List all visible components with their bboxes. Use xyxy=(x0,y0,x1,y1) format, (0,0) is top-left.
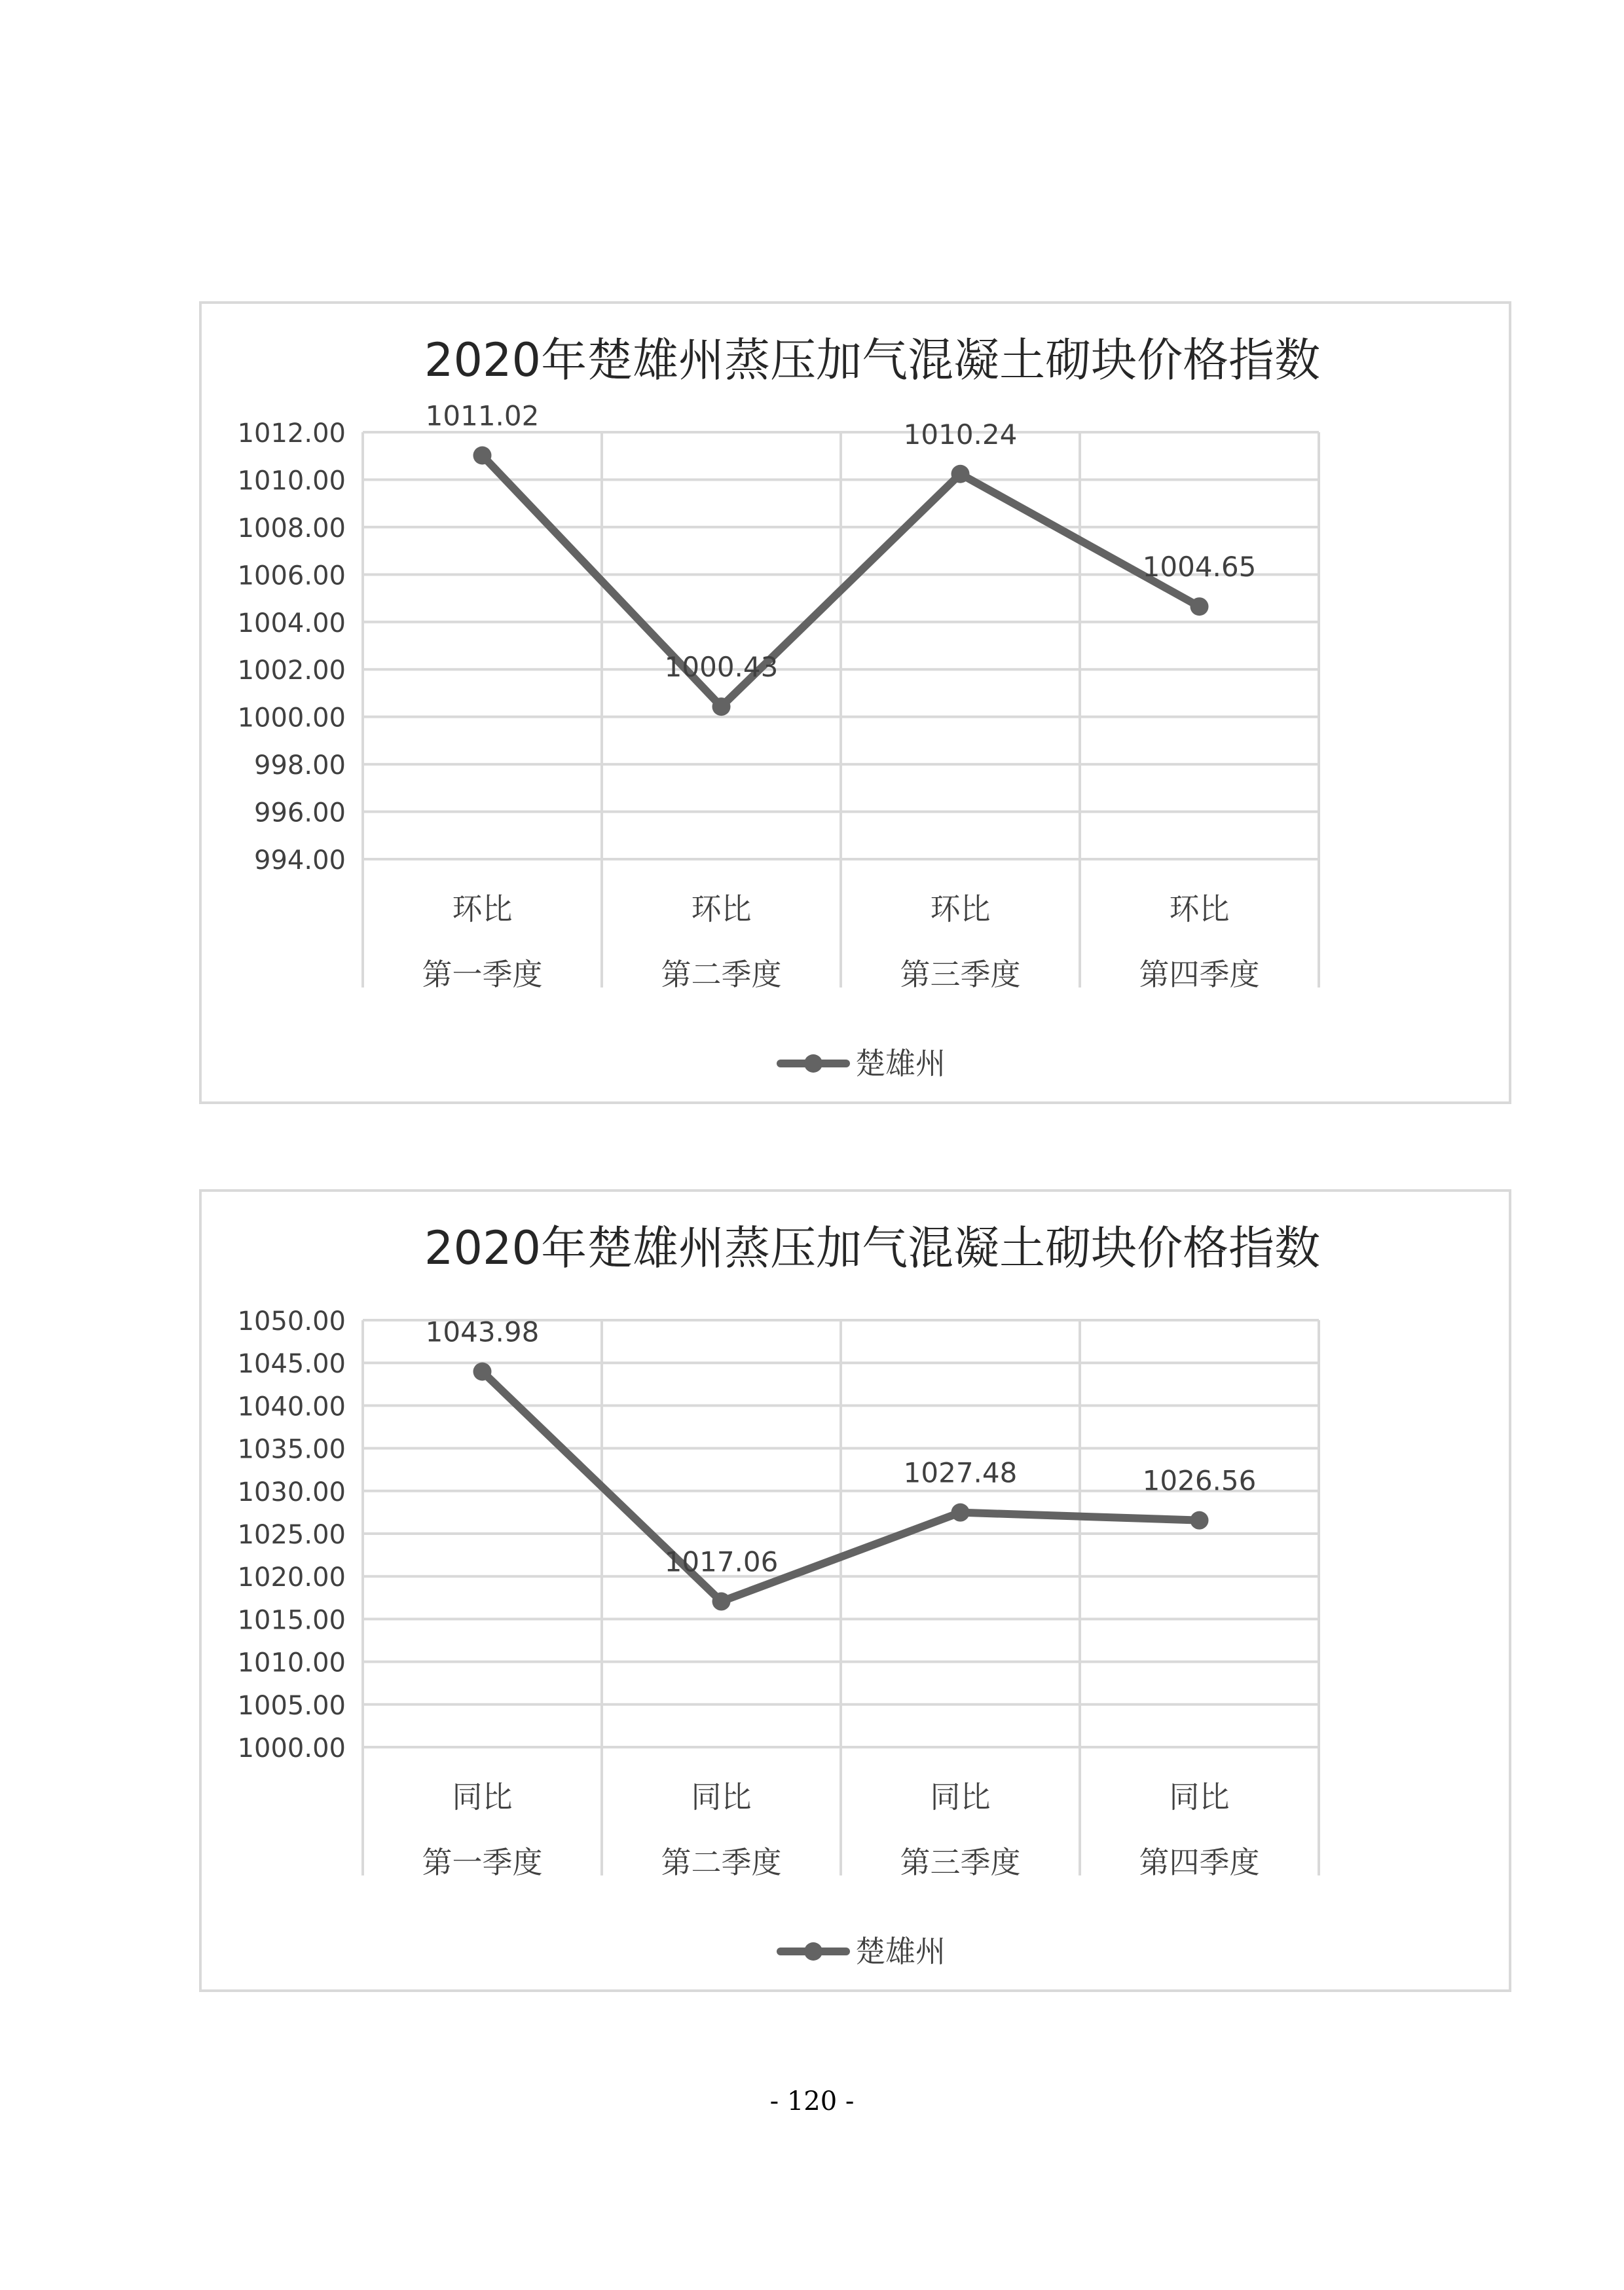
y-tick-label: 1010.00 xyxy=(237,466,346,496)
y-tick-label: 1035.00 xyxy=(237,1434,346,1465)
y-tick-label: 1010.00 xyxy=(237,1648,346,1678)
x-tick-label-type: 环比 xyxy=(691,891,752,927)
y-tick-label: 1025.00 xyxy=(237,1520,346,1550)
x-tick-label-type: 环比 xyxy=(1169,891,1230,927)
x-tick-label-type: 同比 xyxy=(691,1779,752,1815)
y-tick-label: 1004.00 xyxy=(237,608,346,638)
y-tick-label: 1005.00 xyxy=(237,1690,346,1721)
y-tick-label: 996.00 xyxy=(254,798,346,828)
x-tick-label-type: 同比 xyxy=(1169,1779,1230,1815)
chart-title: 2020年楚雄州蒸压加气混凝土砌块价格指数 xyxy=(424,1221,1321,1275)
x-tick-label-quarter: 第一季度 xyxy=(422,957,543,992)
data-point xyxy=(473,446,492,464)
data-label: 1027.48 xyxy=(903,1456,1018,1489)
data-point xyxy=(951,465,970,483)
x-tick-label-quarter: 第一季度 xyxy=(422,1845,543,1880)
x-tick-label-quarter: 第三季度 xyxy=(900,1845,1021,1880)
legend-marker-icon xyxy=(804,1054,822,1073)
x-tick-label-type: 环比 xyxy=(930,891,991,927)
data-label: 1000.43 xyxy=(664,651,779,684)
y-tick-label: 1000.00 xyxy=(237,1733,346,1764)
data-point xyxy=(1190,1511,1209,1530)
data-label: 1026.56 xyxy=(1142,1464,1257,1497)
legend-label: 楚雄州 xyxy=(855,1046,946,1081)
data-label: 1011.02 xyxy=(425,399,540,432)
data-point xyxy=(951,1504,970,1522)
y-tick-label: 1000.00 xyxy=(237,703,346,733)
x-tick-label-type: 环比 xyxy=(452,891,513,927)
chart-tongbi-svg xyxy=(202,1192,1509,1989)
data-label: 1043.98 xyxy=(425,1316,540,1348)
x-tick-label-quarter: 第四季度 xyxy=(1139,1845,1260,1880)
data-point xyxy=(473,1363,492,1381)
data-point xyxy=(1190,597,1209,616)
data-point xyxy=(712,697,731,716)
chart-huanbi xyxy=(199,301,1511,1104)
y-tick-label: 1008.00 xyxy=(237,513,346,544)
chart-huanbi-svg xyxy=(202,304,1509,1101)
legend-label: 楚雄州 xyxy=(855,1934,946,1969)
x-tick-label-quarter: 第三季度 xyxy=(900,957,1021,992)
y-tick-label: 1050.00 xyxy=(237,1306,346,1337)
x-tick-label-quarter: 第二季度 xyxy=(661,957,782,992)
y-tick-label: 1006.00 xyxy=(237,561,346,591)
data-label: 1004.65 xyxy=(1142,551,1257,583)
y-tick-label: 1012.00 xyxy=(237,418,346,449)
chart-tongbi xyxy=(199,1189,1511,1992)
y-tick-label: 1020.00 xyxy=(237,1562,346,1593)
y-tick-label: 998.00 xyxy=(254,750,346,781)
chart-title: 2020年楚雄州蒸压加气混凝土砌块价格指数 xyxy=(424,333,1321,387)
legend-marker-icon xyxy=(804,1942,822,1961)
page-number: - 120 - xyxy=(769,2086,855,2116)
data-point xyxy=(712,1593,731,1611)
y-tick-label: 994.00 xyxy=(254,845,346,876)
x-tick-label-type: 同比 xyxy=(452,1779,513,1815)
y-tick-label: 1040.00 xyxy=(237,1392,346,1422)
x-tick-label-quarter: 第二季度 xyxy=(661,1845,782,1880)
y-tick-label: 1045.00 xyxy=(237,1349,346,1380)
y-tick-label: 1030.00 xyxy=(237,1477,346,1507)
data-label: 1010.24 xyxy=(903,418,1018,451)
x-tick-label-type: 同比 xyxy=(930,1779,991,1815)
y-tick-label: 1015.00 xyxy=(237,1605,346,1636)
data-label: 1017.06 xyxy=(664,1545,779,1578)
y-tick-label: 1002.00 xyxy=(237,656,346,686)
x-tick-label-quarter: 第四季度 xyxy=(1139,957,1260,992)
